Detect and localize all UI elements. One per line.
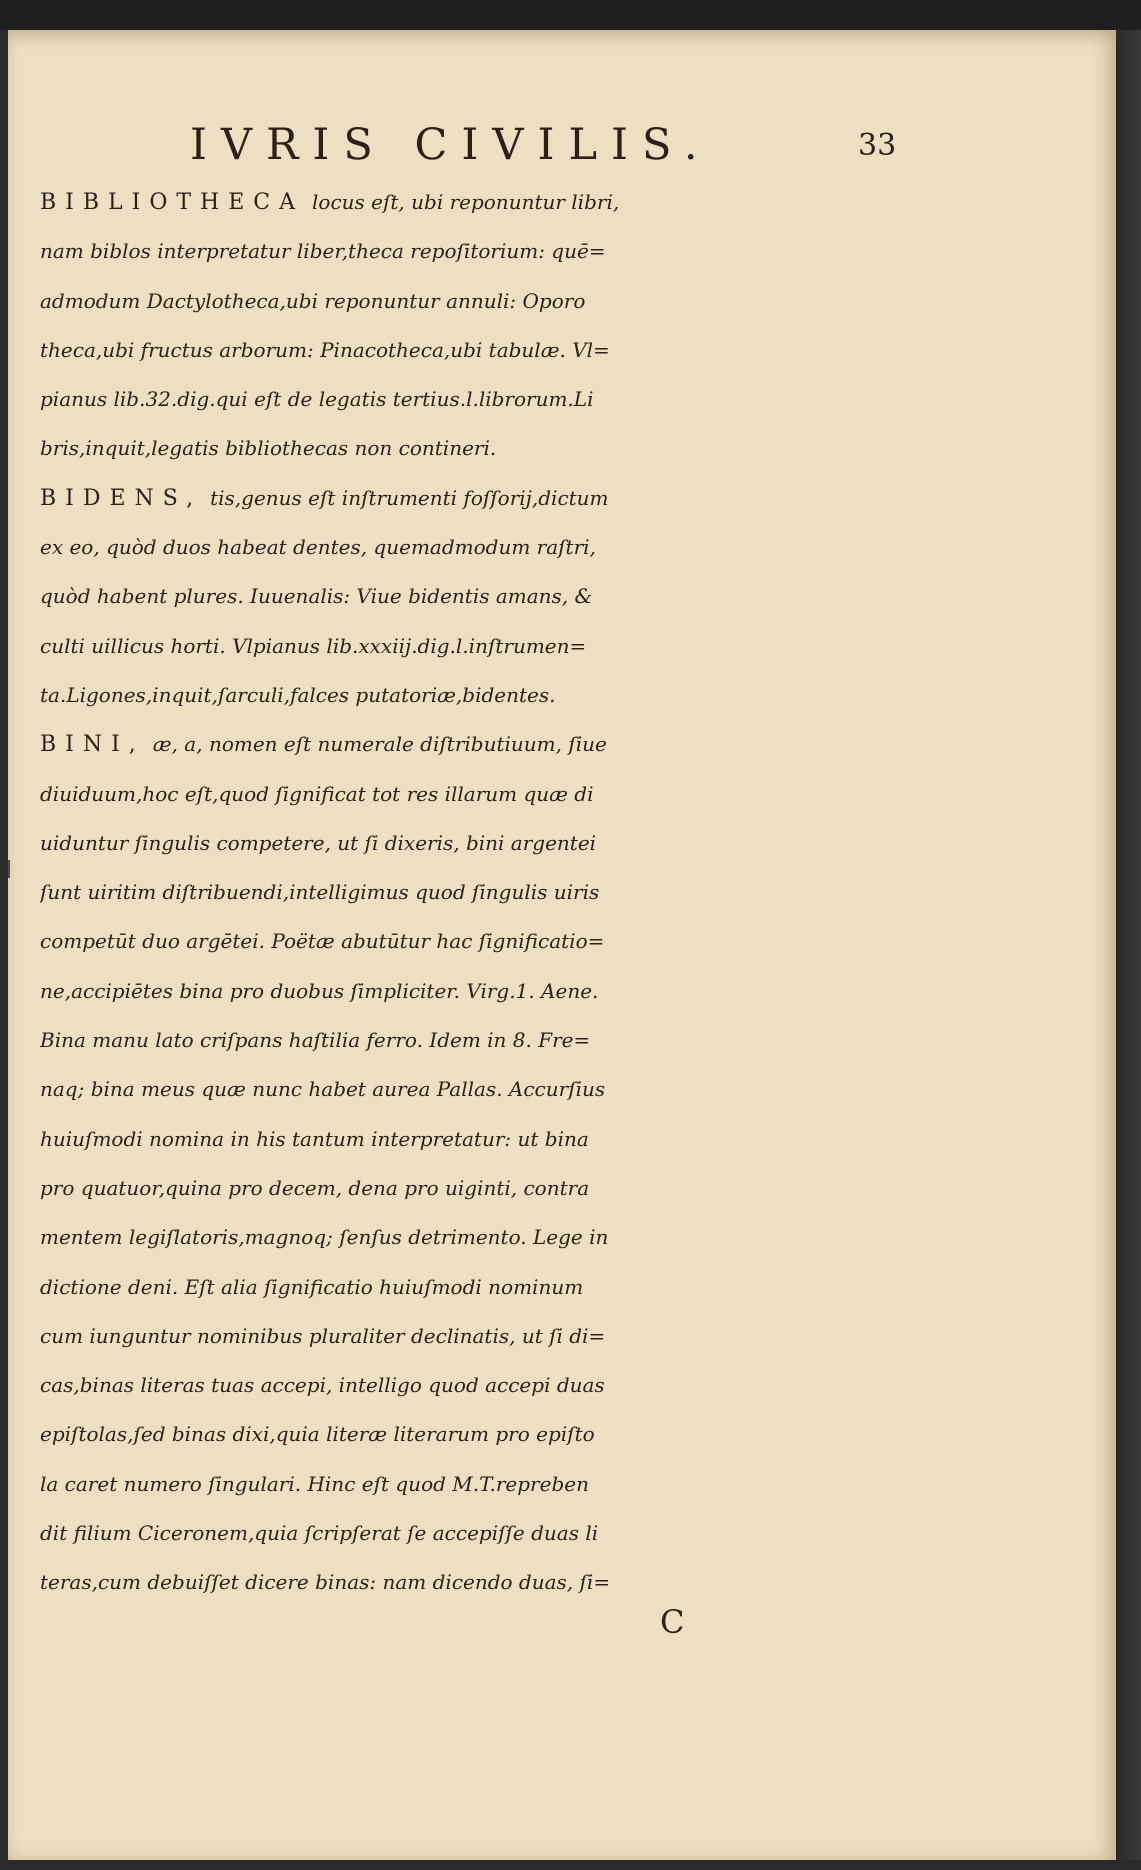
page-edge-shadow bbox=[1116, 30, 1141, 1860]
line-text: theca,ubi fructus arborum: Pinacotheca,ubi tabulæ. Vl= bbox=[40, 337, 610, 362]
line-text: ſunt uiritim diſtribuendi,intelligimus quod ſingulis uiris bbox=[40, 880, 600, 905]
text-line bbox=[40, 1558, 910, 1607]
catchword: C bbox=[660, 1603, 685, 1641]
line-text: cas,binas literas tuas accepi, intelligo quod accepi duas bbox=[40, 1373, 605, 1398]
line-text: huiuſmodi nomina in his tantum interpretatur: ut bina bbox=[40, 1126, 589, 1151]
line-text: pro quatuor,quina pro decem, dena pro uiginti, contra bbox=[40, 1175, 590, 1200]
entry-lemma: BIBLIOTHECA bbox=[40, 190, 304, 215]
text-line bbox=[40, 1460, 910, 1509]
line-text: uiduntur ſingulis competere, ut ſi dixeris, bini argentei bbox=[40, 830, 597, 855]
text-line bbox=[40, 1361, 910, 1410]
text-line bbox=[40, 720, 910, 769]
text-line bbox=[40, 868, 910, 917]
entry-lemma: BINI, bbox=[40, 732, 145, 758]
text-line bbox=[40, 227, 910, 276]
line-text: nam biblos interpretatur liber,theca repoſitorium: quē= bbox=[40, 239, 606, 264]
line-text: æ, a, nomen eſt numerale diſtributiuum, ſiue bbox=[152, 732, 607, 757]
page-number: 33 bbox=[858, 128, 897, 163]
text-line bbox=[40, 424, 910, 473]
text-line bbox=[40, 622, 910, 671]
line-text: competūt duo argētei. Poëtæ abutūtur hac ſignificatio= bbox=[40, 929, 605, 954]
line-text: culti uillicus horti. Vlpianus lib.xxxiij.dig.l.inſtrumen= bbox=[40, 633, 587, 658]
text-line bbox=[40, 1115, 910, 1164]
text-line bbox=[40, 819, 910, 868]
text-line bbox=[40, 178, 910, 227]
line-text: teras,cum debuiſſet dicere binas: nam dicendo duas, ſi= bbox=[40, 1570, 611, 1595]
text-line bbox=[40, 1509, 910, 1558]
line-text: locus eſt, ubi reponuntur libri, bbox=[312, 190, 620, 214]
line-text: epiſtolas,ſed binas dixi,quia literæ literarum pro epiſto bbox=[40, 1422, 595, 1447]
text-line bbox=[40, 326, 910, 375]
entry-lemma: BIDENS, bbox=[40, 485, 203, 511]
text-line bbox=[40, 1164, 910, 1213]
line-text: quòd habent plures. Iuuenalis: Viue bidentis amans, & bbox=[40, 584, 593, 609]
running-title: IVRIS CIVILIS. bbox=[190, 120, 712, 170]
text-line bbox=[40, 277, 910, 326]
text-line bbox=[40, 917, 910, 966]
scan-frame-top bbox=[0, 0, 1141, 30]
line-text: cum iunguntur nominibus pluraliter declinatis, ut ſi di= bbox=[40, 1323, 606, 1348]
text-line bbox=[40, 474, 910, 523]
text-line bbox=[40, 1016, 910, 1065]
line-text: naq; bina meus quæ nunc habet aurea Pallas. Accurſius bbox=[40, 1077, 606, 1102]
text-line bbox=[40, 375, 910, 424]
text-line bbox=[40, 572, 910, 621]
text-line bbox=[40, 523, 910, 572]
line-text: bris,inquit,legatis bibliothecas non contineri. bbox=[40, 436, 497, 461]
text-line bbox=[40, 967, 910, 1016]
text-line bbox=[40, 1263, 910, 1312]
line-text: la caret numero ſingulari. Hinc eſt quod M.T.repreben bbox=[40, 1471, 589, 1496]
line-text: tis,genus eſt inſtrumenti foſſorij,dictum bbox=[210, 485, 609, 510]
line-text: pianus lib.32.dig.qui eſt de legatis tertius.l.librorum.Li bbox=[40, 387, 594, 412]
line-text: ne,accipiētes bina pro duobus ſimpliciter. Virg.1. Aene. bbox=[40, 978, 599, 1003]
text-line bbox=[40, 1065, 910, 1114]
text-line bbox=[40, 1410, 910, 1459]
text-line bbox=[40, 1312, 910, 1361]
line-text: mentem legiſlatoris,magnoq; ſenſus detrimento. Lege in bbox=[40, 1225, 609, 1250]
line-text: ta.Ligones,inquit,ſarculi,falces putatoriæ,bidentes. bbox=[40, 682, 556, 707]
text-block bbox=[40, 178, 910, 1608]
line-text: Bina manu lato criſpans haſtilia ferro. Idem in 8. Fre= bbox=[40, 1028, 591, 1053]
line-text: dit filium Ciceronem,quia ſcripſerat ſe accepiſſe duas li bbox=[40, 1521, 599, 1546]
line-text: admodum Dactylotheca,ubi reponuntur annuli: Oporo bbox=[40, 288, 586, 313]
text-line bbox=[40, 671, 910, 720]
line-text: ex eo, quòd duos habeat dentes, quemadmodum raſtri, bbox=[40, 535, 596, 560]
line-text: diuiduum,hoc eſt,quod ſignificat tot res illarum quæ di bbox=[40, 781, 594, 806]
marginal-mark bbox=[8, 860, 10, 878]
line-text: dictione deni. Eſt alia ſignificatio huiuſmodi nominum bbox=[40, 1274, 584, 1299]
text-line bbox=[40, 1213, 910, 1262]
text-line bbox=[40, 770, 910, 819]
